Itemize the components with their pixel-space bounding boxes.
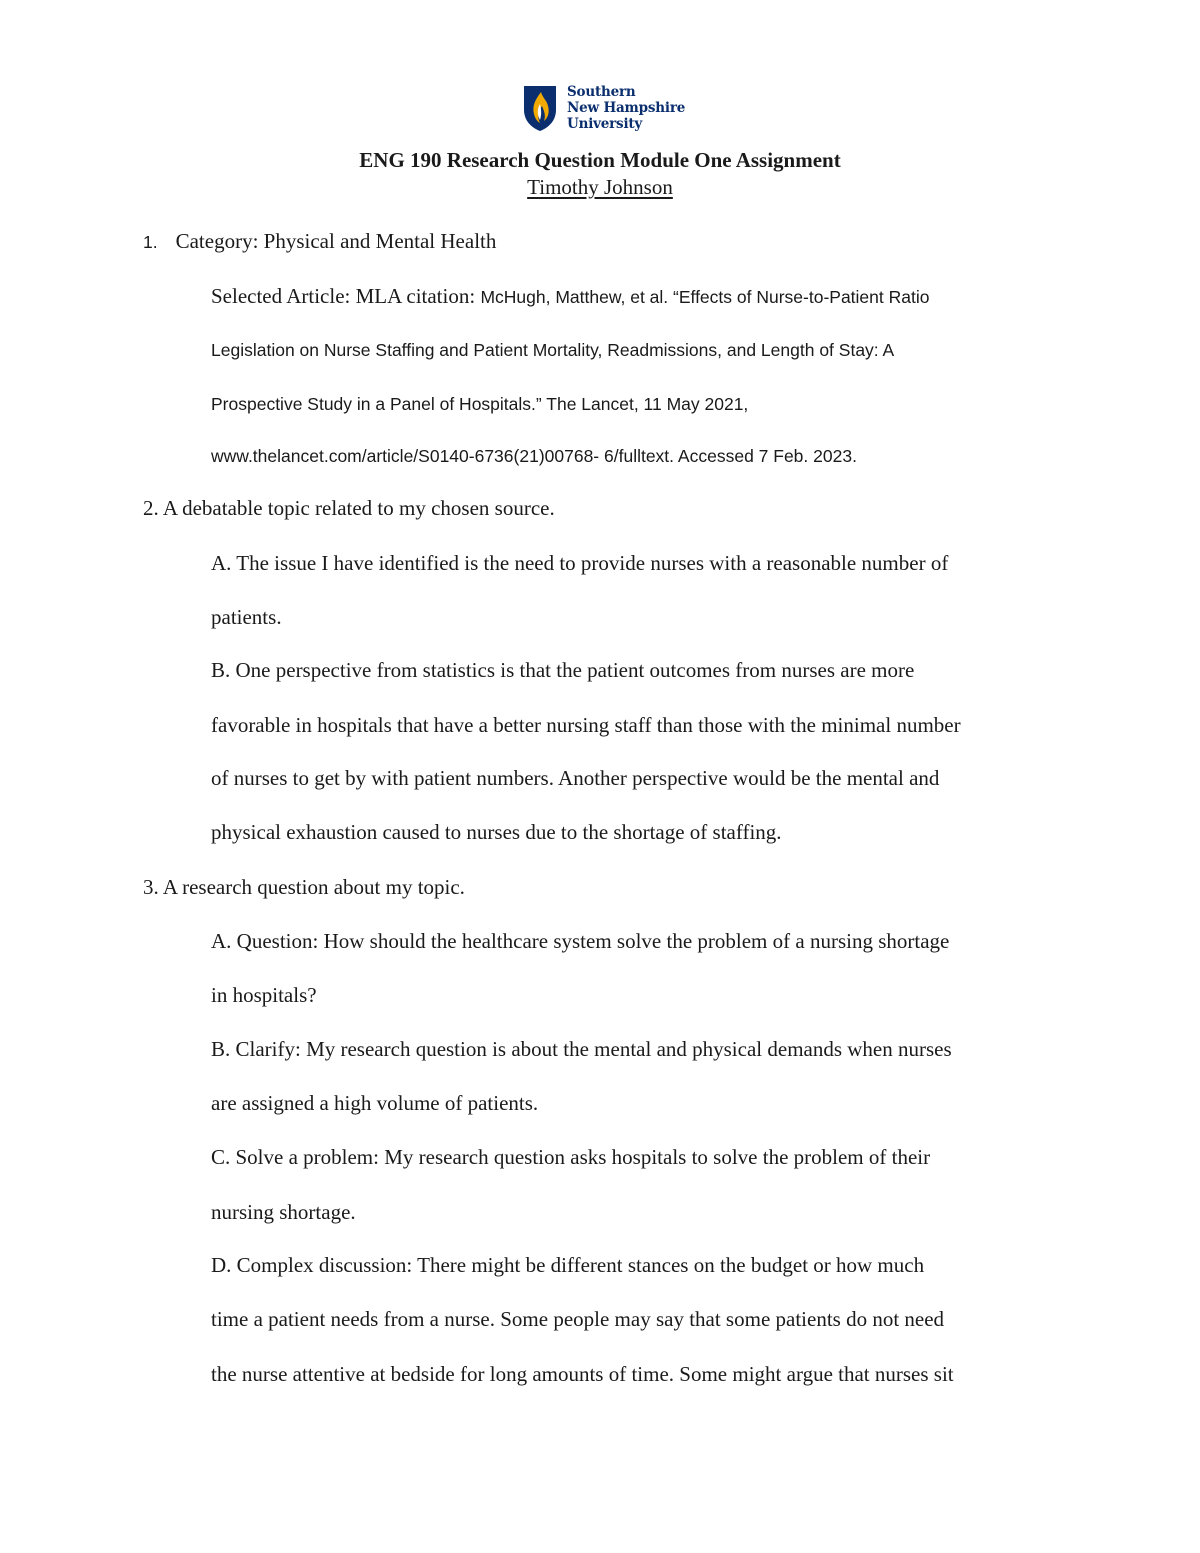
section-2-b-line-1: B. One perspective from statistics is that the patient outcomes from nurses are more xyxy=(211,658,915,682)
section-1-number: 1. xyxy=(143,232,158,252)
citation-line-3: Prospective Study in a Panel of Hospitals.” The Lancet, 11 May 2021, xyxy=(211,394,749,414)
snhu-logo xyxy=(522,84,685,132)
logo-wordmark xyxy=(567,84,685,132)
section-2-b-line-4: physical exhaustion caused to nurses due to the shortage of staffing. xyxy=(211,820,782,844)
section-3-d-line-2: time a patient needs from a nurse. Some people may say that some patients do not need xyxy=(211,1307,945,1331)
section-3-d-line-1: D. Complex discussion: There might be different stances on the budget or how much xyxy=(211,1253,925,1277)
citation-line-2: Legislation on Nurse Staffing and Patient Mortality, Readmissions, and Length of Stay: A xyxy=(211,340,895,360)
citation-text-1: McHugh, Matthew, et al. “Effects of Nurse-to-Patient Ratio xyxy=(480,287,930,307)
section-2-heading: 2. A debatable topic related to my chosen source. xyxy=(143,496,555,520)
author-name: Timothy Johnson xyxy=(527,175,673,199)
section-2-b-line-2: favorable in hospitals that have a better nursing staff than those with the minimal number xyxy=(211,713,961,737)
article-label: Selected Article: MLA citation: xyxy=(211,284,481,308)
citation-line-1 xyxy=(211,282,929,311)
section-2-a-line-1: A. The issue I have identified is the need to provide nurses with a reasonable number of xyxy=(211,551,949,575)
section-2-a-line-2: patients. xyxy=(211,605,282,629)
section-3-c-line-1: C. Solve a problem: My research question asks hospitals to solve the problem of their xyxy=(211,1145,931,1169)
logo-line-1: Southern xyxy=(567,84,636,100)
section-1-category: Category: Physical and Mental Health xyxy=(175,229,497,253)
section-3-d-line-3: the nurse attentive at bedside for long amounts of time. Some might argue that nurses sit xyxy=(211,1362,954,1386)
section-3-b-line-1: B. Clarify: My research question is about the mental and physical demands when nurses xyxy=(211,1037,952,1061)
section-1-category-line xyxy=(143,227,496,256)
section-3-heading: 3. A research question about my topic. xyxy=(143,875,465,899)
section-3-b-line-2: are assigned a high volume of patients. xyxy=(211,1091,539,1115)
section-3-c-line-2: nursing shortage. xyxy=(211,1200,356,1224)
section-3-a-line-1: A. Question: How should the healthcare system solve the problem of a nursing shortage xyxy=(211,929,950,953)
logo-line-3: University xyxy=(567,116,643,132)
section-2-b-line-3: of nurses to get by with patient numbers. Another perspective would be the mental and xyxy=(211,766,940,790)
logo-line-2: New Hampshire xyxy=(567,100,686,116)
section-3-a-line-2: in hospitals? xyxy=(211,983,317,1007)
citation-line-4: www.thelancet.com/article/S0140-6736(21)00768- 6/fulltext. Accessed 7 Feb. 2023. xyxy=(211,446,857,466)
shield-flame-icon xyxy=(522,84,558,132)
author-name-wrapper xyxy=(0,173,1200,201)
document-title: ENG 190 Research Question Module One Assignment xyxy=(359,148,841,172)
